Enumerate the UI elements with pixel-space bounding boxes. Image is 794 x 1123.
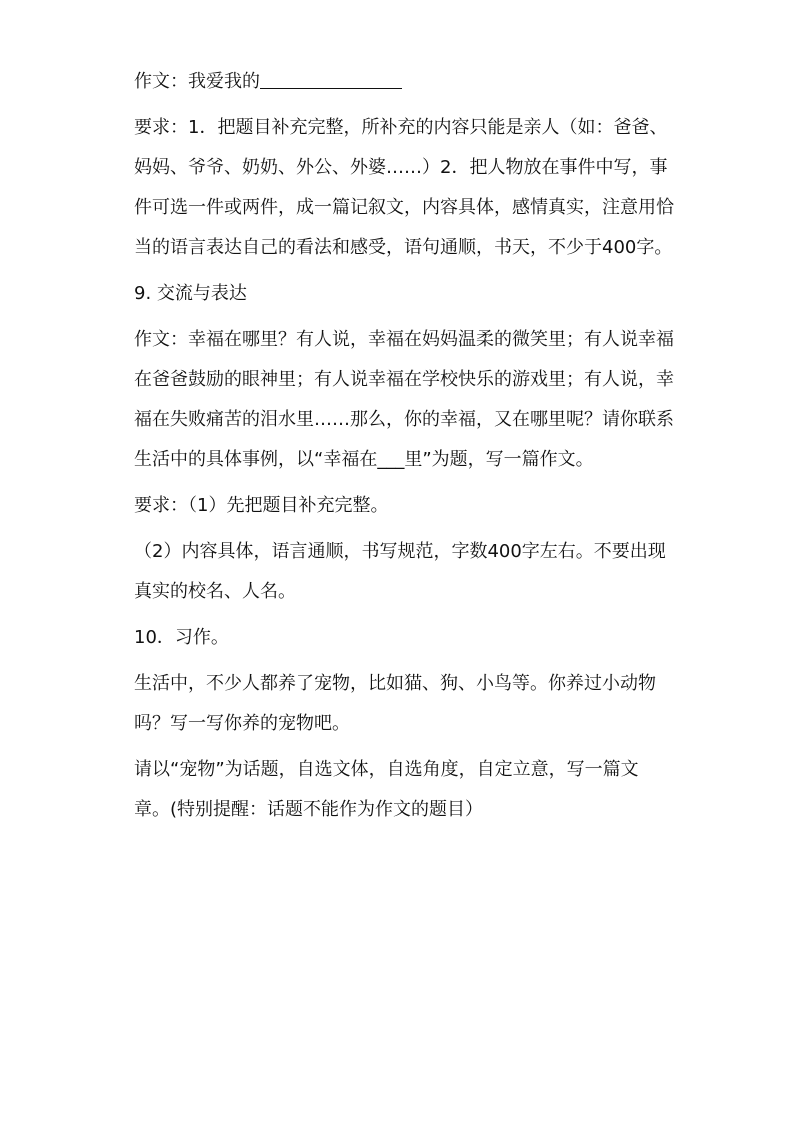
essay-prompt-1-requirements: 要求：1．把题目补充完整，所补充的内容只能是亲人（如：爸爸、妈妈、爷爷、奶奶、外公、外婆……）2．把人物放在事件中写，事件可选一件或两件，成一篇记叙文，内容具体，感情真实，注意用恰当的语言表达自己的看法和感受，语句通顺，书天，不少于400字。: [134, 117, 674, 258]
essay-prompt-2-requirement-1: 要求：（1）先把题目补充完整。: [134, 495, 389, 516]
essay-prompt-1-title: [134, 62, 674, 102]
essay-prompt-2-requirement-2: （2）内容具体，语言通顺，书写规范，字数400字左右。不要出现真实的校名、人名。: [134, 541, 666, 602]
essay-prompt-3-instruction: 请以“宠物”为话题，自选文体，自选角度，自定立意，写一篇文章。(特别提醒：话题不能作为作文的题目）: [134, 759, 639, 820]
essay-prompt-3-intro: 生活中，不少人都养了宠物，比如猫、狗、小鸟等。你养过小动物吗？写一写你养的宠物吧。: [134, 673, 656, 734]
essay-prompt-1-title-text: 作文：我爱我的: [134, 71, 260, 92]
document-body: [134, 62, 674, 836]
question-9-heading: 9. 交流与表达: [134, 283, 247, 304]
fill-in-blank-line: [260, 87, 402, 89]
essay-prompt-2-text: 作文：幸福在哪里？有人说，幸福在妈妈温柔的微笑里；有人说幸福在爸爸鼓励的眼神里；有人说幸福在学校快乐的游戏里；有人说，幸福在失败痛苦的泪水里……那么，你的幸福，又在哪里呢？请你联系生活中的具体事例，以“幸福在___里”为题，写一篇作文。: [134, 329, 674, 470]
question-10-heading: 10．习作。: [134, 627, 229, 648]
